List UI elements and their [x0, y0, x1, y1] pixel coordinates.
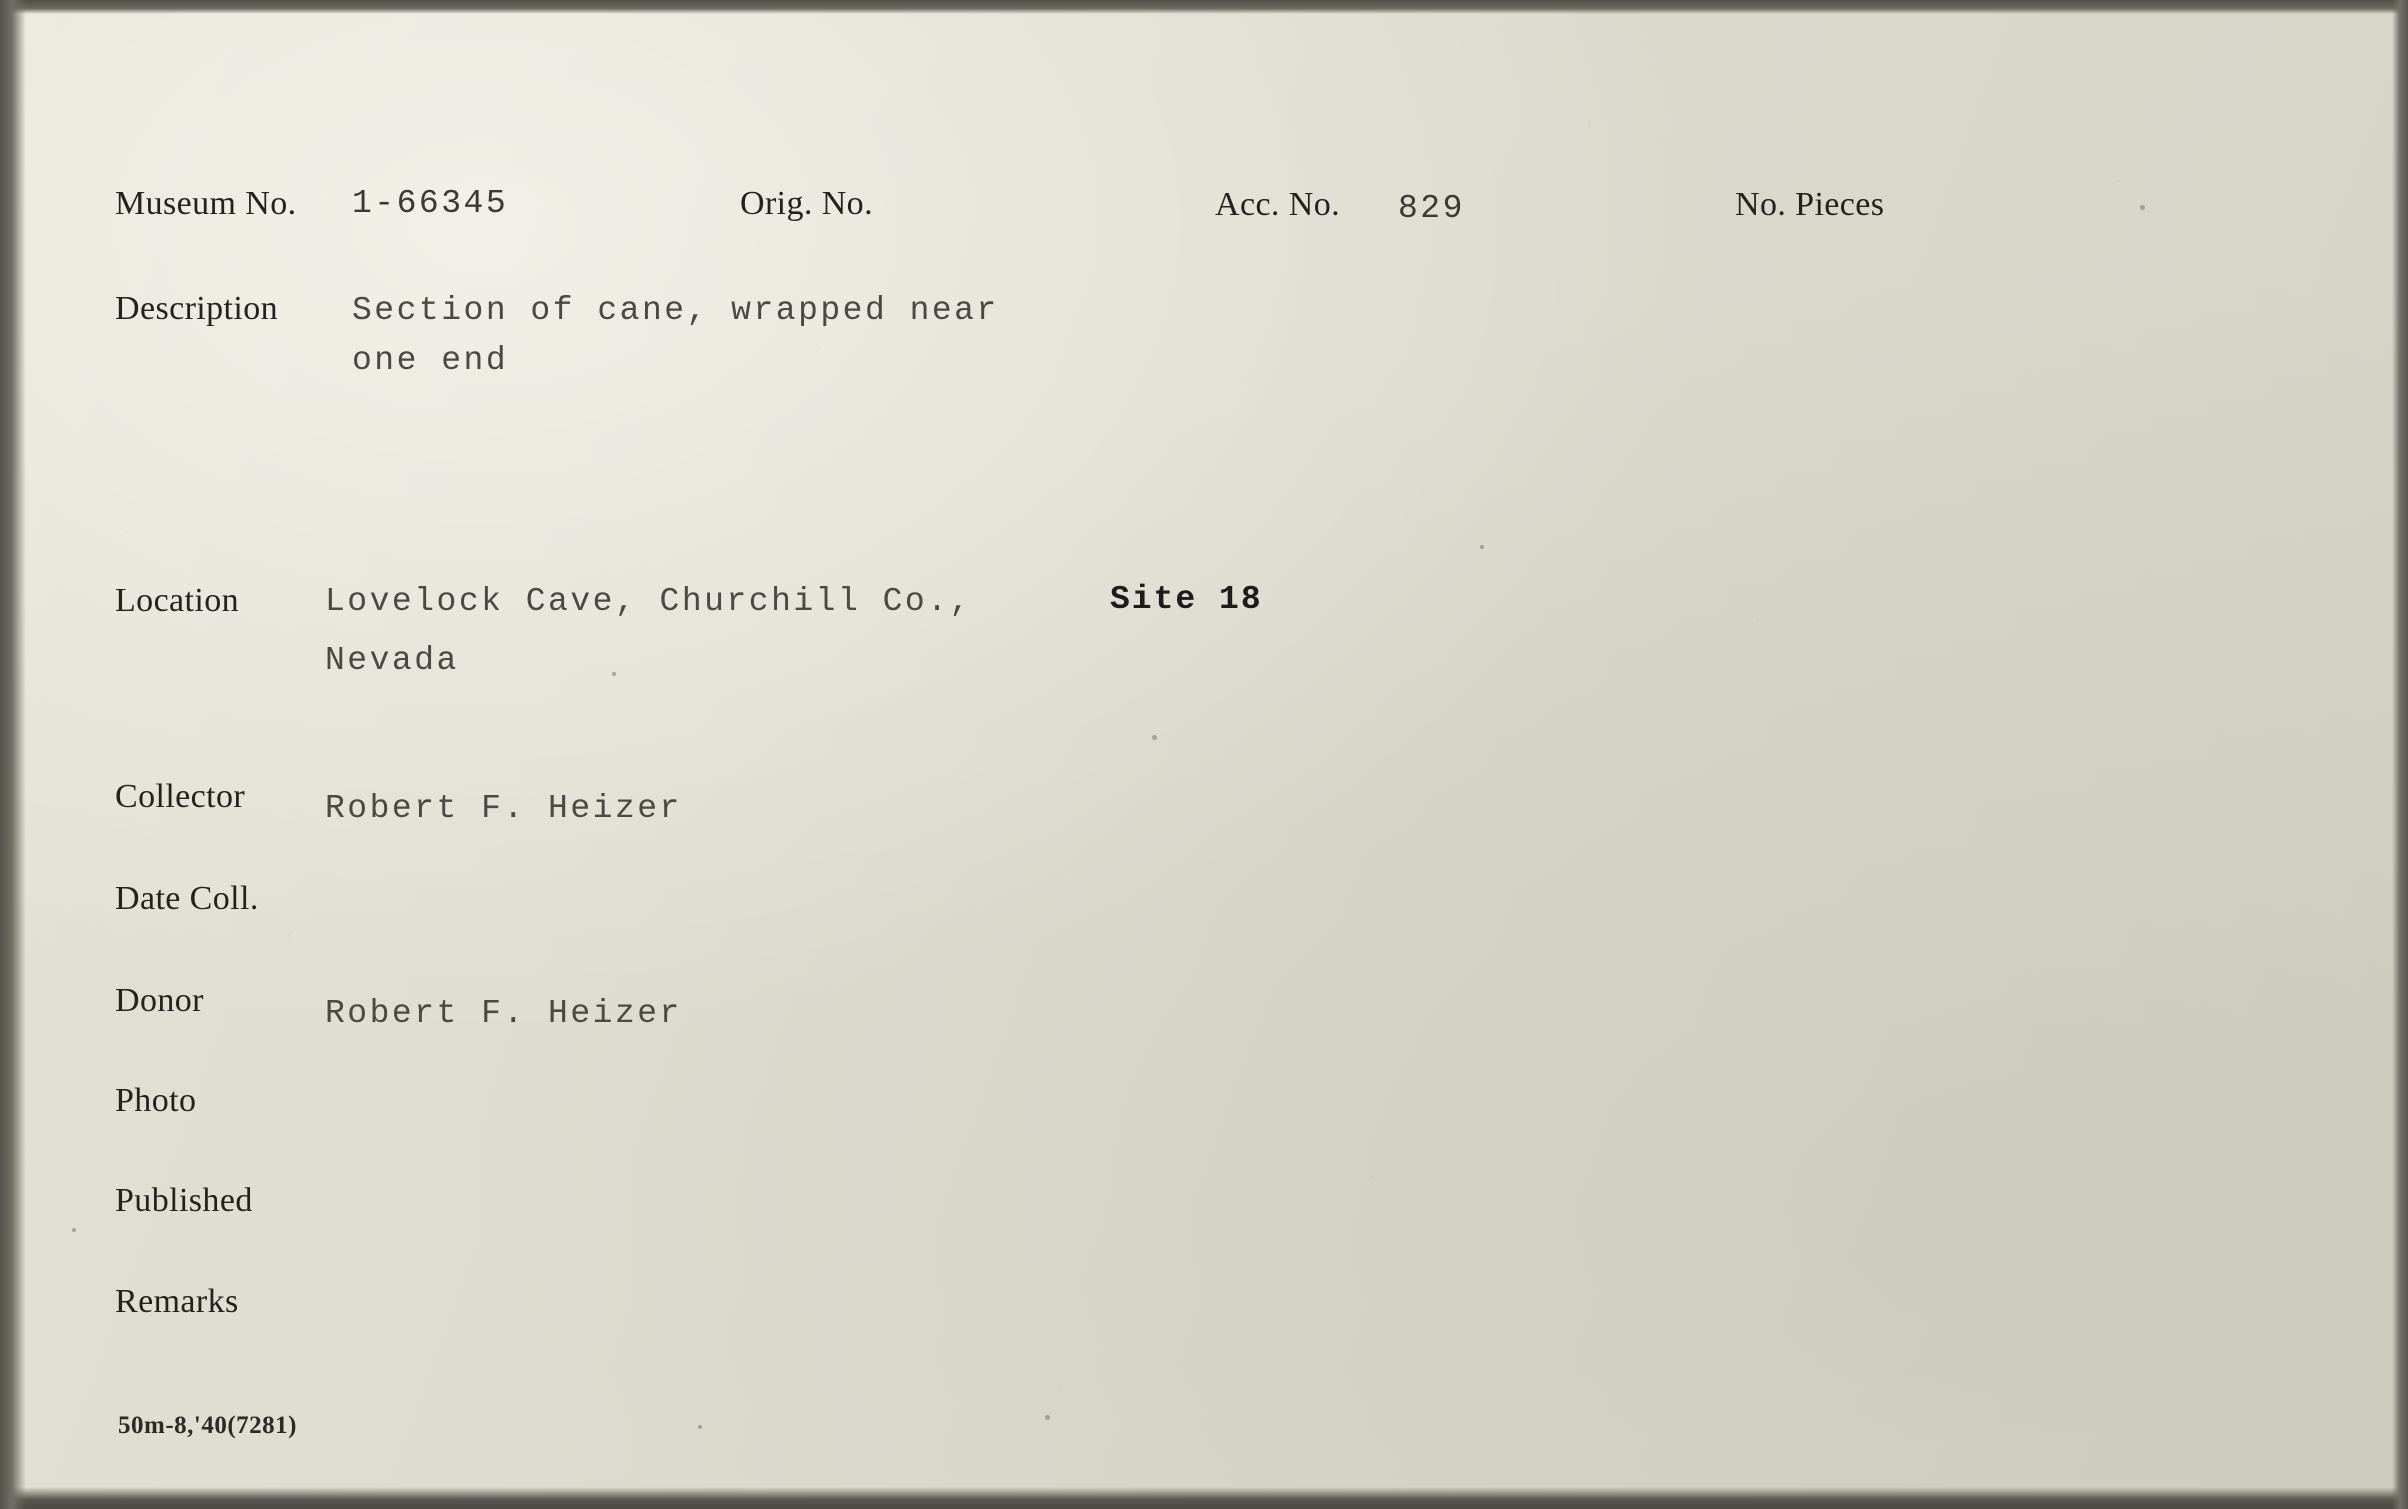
label-remarks: Remarks: [115, 1283, 239, 1320]
label-location: Location: [115, 582, 240, 619]
paper-speck: [2140, 205, 2145, 210]
paper-speck: [698, 1425, 702, 1429]
paper-speck: [1045, 1415, 1050, 1420]
paper-speck: [1152, 735, 1157, 740]
label-published: Published: [115, 1182, 253, 1219]
label-museum-no: Museum No.: [115, 185, 297, 222]
value-collector: Robert F. Heizer: [325, 790, 682, 827]
label-donor: Donor: [115, 982, 204, 1019]
value-description-line1: Section of cane, wrapped near: [352, 292, 999, 329]
label-acc-no: Acc. No.: [1215, 186, 1340, 223]
value-description-line2: one end: [352, 342, 509, 379]
label-date-coll: Date Coll.: [115, 880, 259, 917]
label-collector: Collector: [115, 778, 246, 815]
paper-speck: [612, 672, 616, 676]
label-photo: Photo: [115, 1082, 197, 1119]
scan-edge-right: [2392, 0, 2408, 1509]
value-museum-no: 1-66345: [352, 185, 509, 222]
scan-edge-left: [0, 0, 26, 1509]
value-location-site: Site 18: [1110, 581, 1263, 618]
value-location-line2: Nevada: [325, 642, 459, 679]
scan-edge-bottom: [0, 1487, 2408, 1509]
paper-speck: [1480, 545, 1484, 549]
label-orig-no: Orig. No.: [740, 185, 873, 222]
label-no-pieces: No. Pieces: [1735, 186, 1885, 223]
paper-speck: [72, 1228, 76, 1232]
form-code: 50m-8,'40(7281): [118, 1412, 297, 1439]
scan-edge-top: [0, 0, 2408, 14]
value-acc-no: 829: [1398, 190, 1465, 227]
value-donor: Robert F. Heizer: [325, 995, 682, 1032]
label-description: Description: [115, 290, 279, 327]
value-location-line1: Lovelock Cave, Churchill Co.,: [325, 583, 972, 620]
